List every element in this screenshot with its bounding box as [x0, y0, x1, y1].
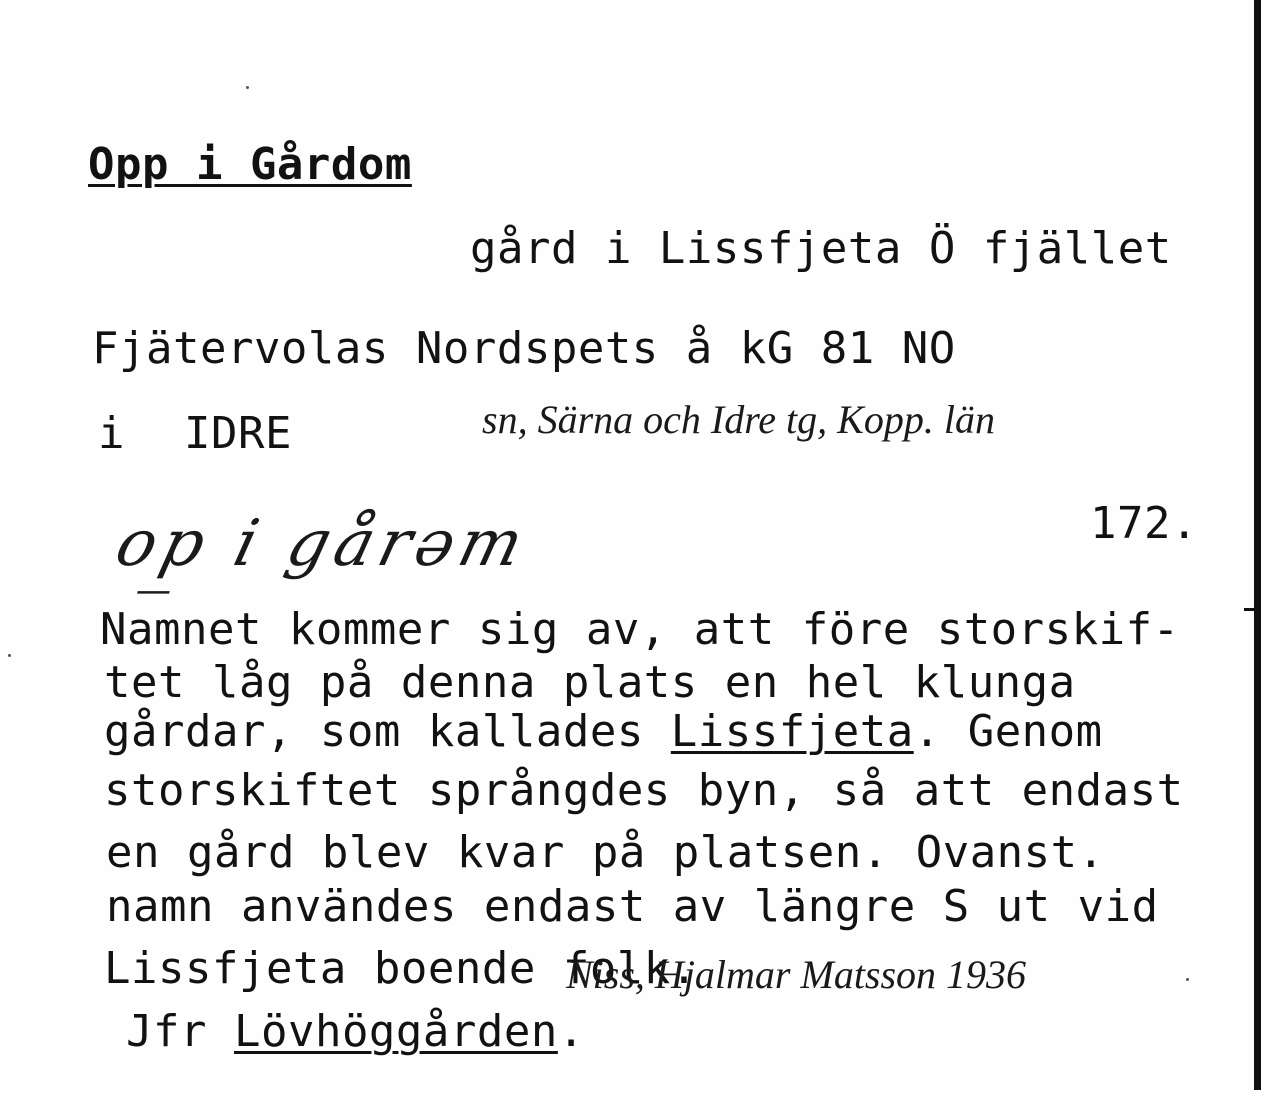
card-heading: Opp i Gårdom — [88, 139, 412, 190]
cross-reference-suffix: . — [557, 1006, 585, 1057]
description-line: tet låg på denna plats en hel klunga — [104, 657, 1076, 708]
card-edge-mark — [1244, 608, 1254, 611]
description-line: storskiftet språngdes byn, så att endast — [104, 765, 1184, 816]
description-text: . Genom — [913, 706, 1103, 757]
informant-line: Niss, Hjalmar Matsson 1936 — [566, 952, 1027, 997]
description-text: gårdar, som kallades — [104, 706, 671, 757]
parish-name: IDRE — [184, 408, 292, 459]
district-line: sn, Särna och Idre tg, Kopp. län — [482, 397, 995, 442]
place-name-link: Lissfjeta — [670, 706, 914, 757]
parish-prefix: i — [98, 408, 125, 459]
cross-reference — [126, 1006, 585, 1057]
card-subtitle: gård i Lissfjeta Ö fjället — [470, 223, 1172, 274]
cross-reference-link: Lövhöggården — [233, 1006, 558, 1057]
description-line: namn användes endast av längre S ut vid — [106, 881, 1159, 932]
description-line — [104, 706, 1103, 757]
speck — [246, 86, 249, 89]
location-line: Fjätervolas Nordspets å kG 81 NO — [92, 323, 956, 374]
description-line: en gård blev kvar på platsen. Ovanst. — [106, 827, 1105, 878]
speck — [8, 654, 11, 657]
cross-reference-prefix: Jfr — [126, 1006, 207, 1057]
card-number: 172. — [1090, 498, 1198, 549]
description-line: Namnet kommer sig av, att före storskif- — [100, 604, 1180, 655]
speck — [1186, 978, 1189, 981]
description-line: Lissfjeta boende folk. — [104, 943, 698, 994]
card-edge — [1254, 0, 1261, 1090]
pronunciation: op̲ i gårəm — [108, 507, 537, 581]
